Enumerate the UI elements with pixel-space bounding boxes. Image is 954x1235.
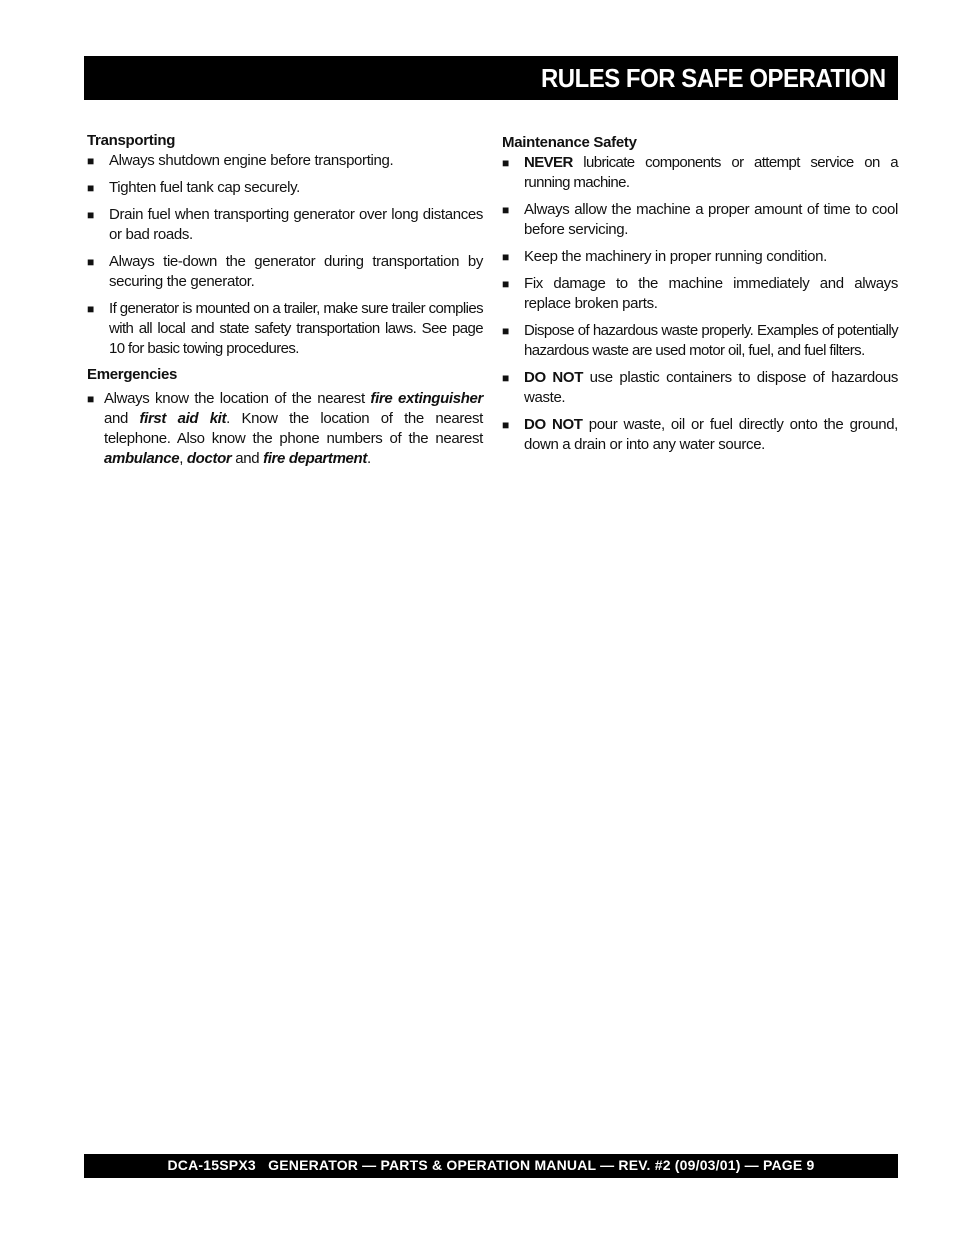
bullet-icon: ■: [87, 392, 94, 406]
bullet-icon: ■: [502, 277, 509, 291]
bullet-icon: ■: [502, 250, 509, 264]
list-item: ■ Always tie-down the generator during transportation by securing the generator.: [87, 253, 483, 290]
bullet-icon: ■: [502, 203, 509, 217]
bullet-icon: ■: [87, 255, 94, 269]
fire-department-term: fire department: [263, 450, 368, 467]
list-item: ■ NEVER lubricate components or attempt service on a running machine.: [502, 154, 898, 191]
first-aid-kit-term: first aid kit: [139, 410, 227, 427]
section-heading-emergencies: Emergencies: [87, 366, 178, 383]
bullet-icon: ■: [87, 154, 94, 168]
list-item: ■ Always allow the machine a proper amount of time to cool before servicing.: [502, 201, 898, 238]
ambulance-term: ambulance: [104, 450, 180, 467]
fire-extinguisher-term: fire extinguisher: [370, 390, 483, 407]
bullet-icon: ■: [87, 181, 94, 195]
header-bar: [84, 56, 898, 100]
bullet-icon: ■: [87, 302, 94, 316]
list-item: ■ DO NOT pour waste, oil or fuel directly onto the ground, down a drain or into any water source.: [502, 416, 899, 453]
list-item: ■ Drain fuel when transporting generator over long distances or bad roads.: [87, 206, 483, 243]
bullet-icon: ■: [502, 324, 509, 338]
footer-bar: [84, 1154, 898, 1178]
emergencies-text: Always know the location of the nearest fire extinguisher and first aid kit. Know the location of the nearest telephone. Also know the phone numbers of the nearest ambulance, doctor and fire department.: [104, 390, 483, 467]
bullet-icon: ■: [502, 371, 509, 385]
bullet-icon: ■: [502, 156, 509, 170]
list-item: ■ Keep the machinery in proper running condition.: [502, 248, 827, 265]
left-column: [87, 128, 483, 476]
right-column: [502, 130, 898, 462]
list-item: [87, 389, 483, 469]
list-item: ■ If generator is mounted on a trailer, make sure trailer complies with all local and state safety transportation laws. See page 10 for basic towing procedures.: [87, 300, 483, 357]
list-item: ■ DO NOT use plastic containers to dispose of hazardous waste.: [502, 369, 898, 406]
list-item: ■ Always shutdown engine before transporting.: [87, 152, 394, 169]
list-item: ■ Fix damage to the machine immediately and always replace broken parts.: [502, 275, 898, 312]
list-item: ■ Dispose of hazardous waste properly. Examples of potentially hazardous waste are used motor oil, fuel, and fuel filters.: [502, 322, 898, 359]
list-item: ■ Tighten fuel tank cap securely.: [87, 179, 300, 196]
doctor-term: doctor: [186, 450, 232, 467]
section-heading-transporting: Transporting: [87, 132, 176, 149]
bullet-icon: ■: [502, 418, 509, 432]
section-heading-maintenance: Maintenance Safety: [502, 134, 637, 151]
footer-text: DCA-15SPX3 GENERATOR — PARTS & OPERATION MANUAL — REV. #2 (09/03/01) — PAGE 9: [167, 1157, 815, 1173]
page-title: RULES FOR SAFE OPERATION: [541, 63, 886, 93]
bullet-icon: ■: [87, 208, 94, 222]
